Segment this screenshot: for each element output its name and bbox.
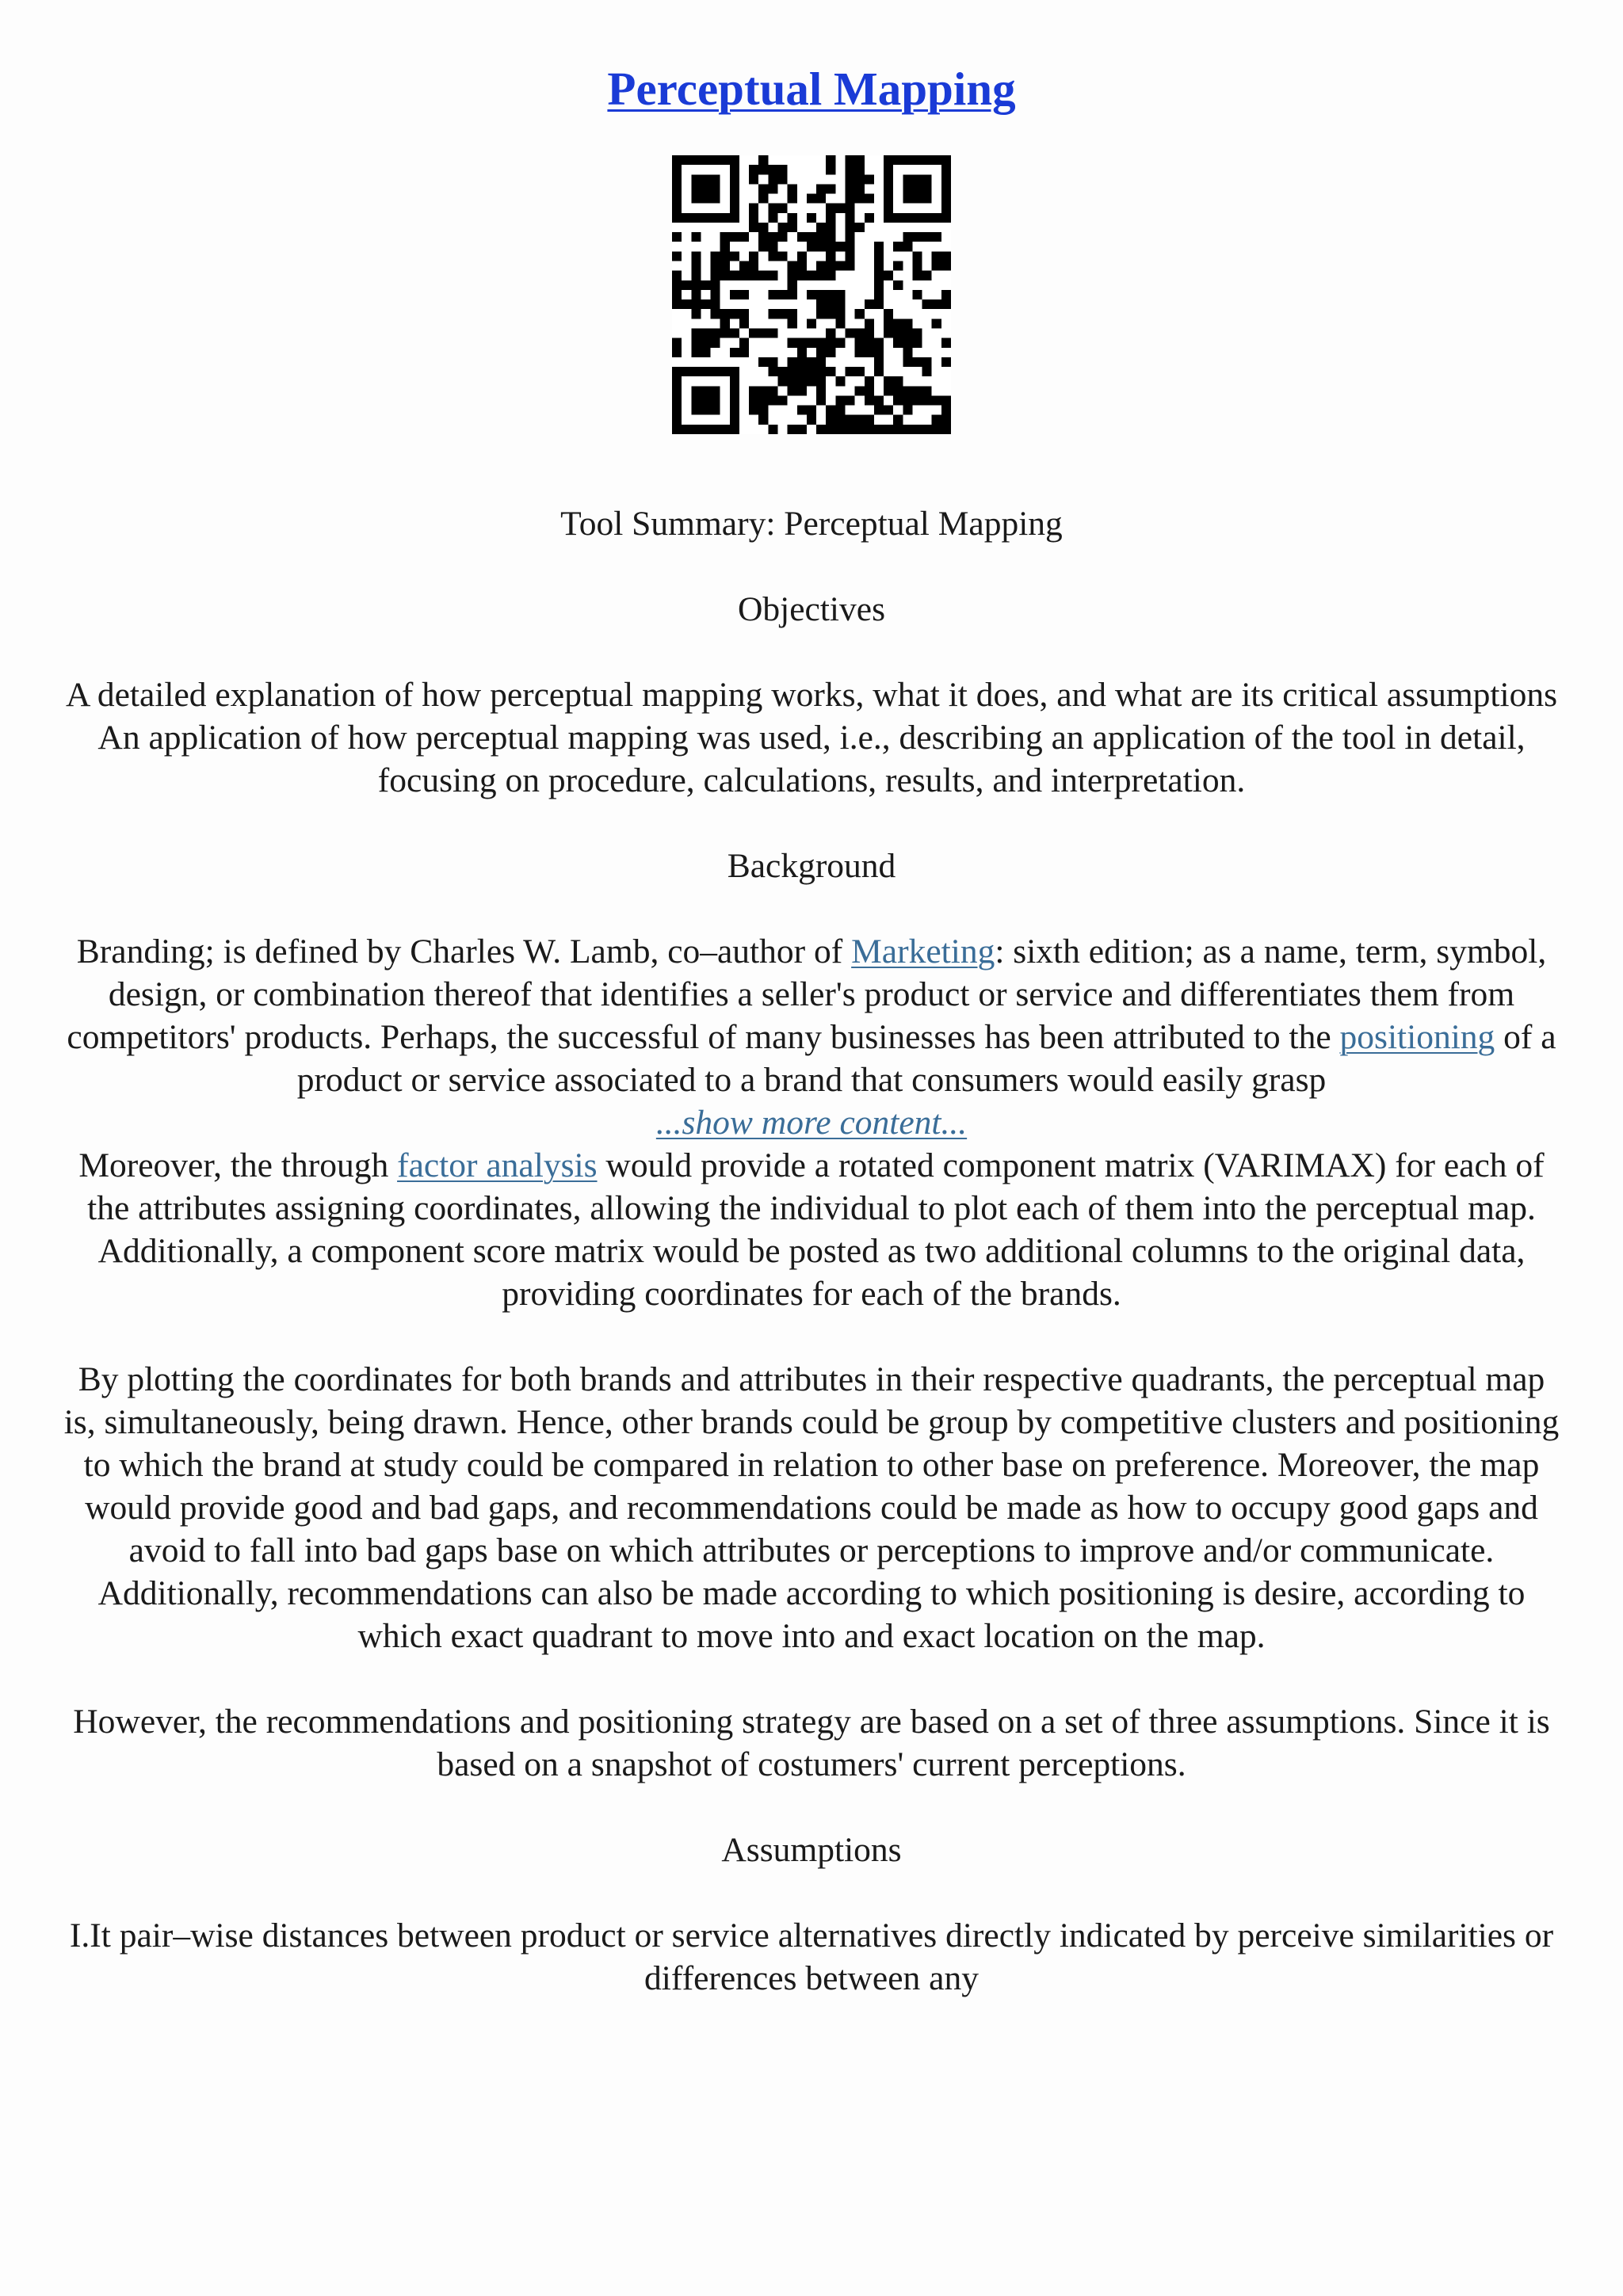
background-text: of a product or service associated to a brand that consumers would easily grasp: [296, 1018, 1556, 1099]
title-link[interactable]: Perceptual Mapping: [607, 63, 1016, 115]
moreover-text: would provide a rotated component matrix (VARIMAX) for each of the attributes assigning coordinates, allowing the individual to plot each of them into the perceptual map. Additionally, a component score matrix would be posted as two additional columns to the original data, providing coordinates for each of the brands.: [87, 1146, 1545, 1313]
factor-analysis-link[interactable]: factor analysis: [397, 1146, 598, 1184]
assumption-item: I.It pair–wise distances between product or service alternatives directly indicated by perceive similarities or differences between any: [69, 1917, 1554, 1997]
however-paragraph: However, the recommendations and positioning strategy are based on a set of three assumptions. Since it is based on a snapshot of costumers' current perceptions.: [73, 1703, 1550, 1783]
moreover-text: Moreover, the through: [78, 1146, 398, 1184]
background-text: : sixth edition; as a name, term, symbol, design, or combination thereof that identifies a seller's product or service and differentiates them from competitors' products. Perhaps, the successful of many businesses has been attributed to the: [67, 933, 1547, 1056]
show-more-link[interactable]: ...show more content...: [655, 1104, 968, 1142]
marketing-link[interactable]: Marketing: [851, 933, 995, 971]
tool-summary: Tool Summary: Perceptual Mapping: [560, 505, 1063, 543]
background-heading: Background: [727, 847, 896, 885]
moreover-paragraph: [63, 1144, 1560, 1315]
background-text: Branding; is defined by Charles W. Lamb, co–author of: [76, 933, 852, 971]
document-title: [0, 57, 1623, 120]
background-paragraph: [63, 930, 1560, 1101]
objective-item: A detailed explanation of how perceptual mapping works, what it does, and what are its critical assumptions: [65, 676, 1558, 714]
objective-item: An application of how perceptual mapping was used, i.e., describing an application of the tool in detail, focusing on procedure, calculations, results, and interpretation.: [97, 719, 1526, 799]
qr-code-icon: [672, 155, 951, 434]
assumptions-heading: Assumptions: [721, 1831, 902, 1869]
plotting-paragraph: By plotting the coordinates for both brands and attributes in their respective quadrants, the perceptual map is, simultaneously, being drawn. Hence, other brands could be group by competitive clusters and positioning to which the brand at study could be compared in relation to other base on preference. Moreover, the map would provide good and bad gaps, and recommendations could be made as how to occupy good gaps and avoid to fall into bad gaps base on which attributes or perceptions to improve and/or communicate. Additionally, recommendations can also be made according to which positioning is desire, according to which exact quadrant to move into and exact location on the map.: [63, 1360, 1560, 1655]
objectives-heading: Objectives: [737, 590, 886, 628]
document-body: [63, 502, 1560, 2000]
show-more-row: [63, 1101, 1560, 1144]
positioning-link[interactable]: positioning: [1339, 1018, 1495, 1056]
